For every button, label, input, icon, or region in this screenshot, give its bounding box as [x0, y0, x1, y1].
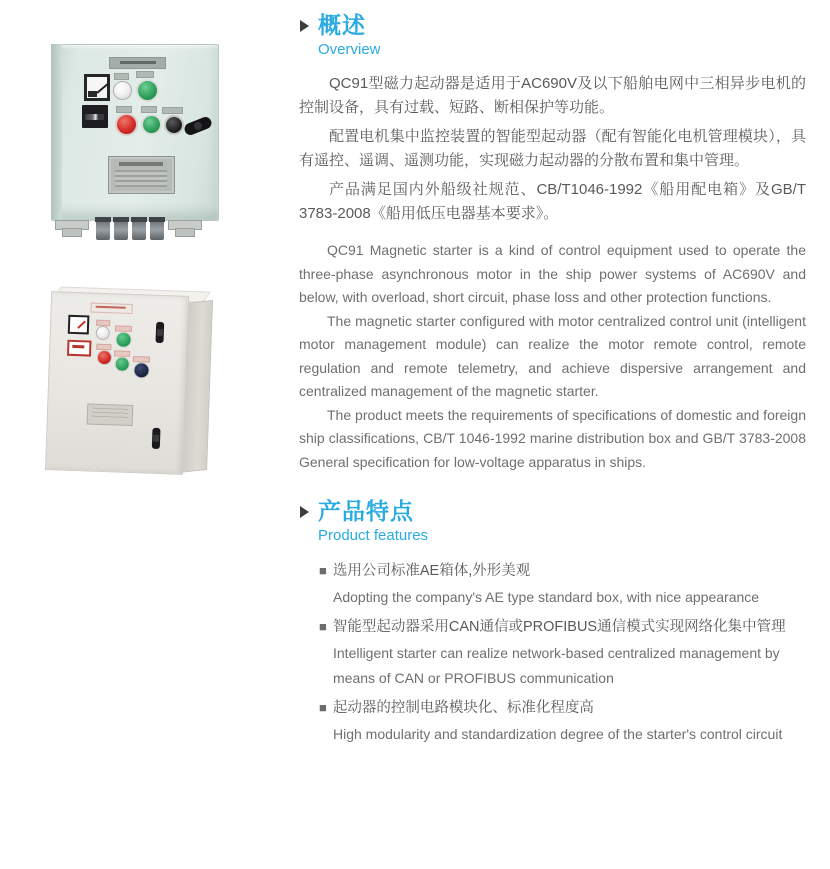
feature-text-en: Intelligent starter can realize network-based centralized management by means of CAN or PROFIBUS communication	[333, 645, 780, 686]
overview-title-en: Overview	[318, 41, 381, 58]
enclosure-angled-group	[41, 284, 223, 486]
feature-text-zh	[299, 614, 806, 640]
square-bullet-icon: ■	[319, 619, 327, 634]
starter-box-angled-photo	[44, 287, 219, 483]
white-indicator-lamp	[113, 81, 132, 100]
button-label-plate	[116, 106, 132, 113]
panel-title-plate	[109, 57, 166, 69]
button-label-plate	[136, 71, 154, 78]
features-title-zh: 产品特点	[318, 498, 414, 524]
feature-zh-label: 智能型起动器采用CAN通信或PROFIBUS通信模式实现网络化集中管理	[332, 619, 786, 635]
overview-paragraph-zh: QC91型磁力起动器是适用于AC690V及以下船舶电网中三相异步电机的控制设备，具有过载、短路、断相保护等功能。	[299, 75, 806, 116]
ammeter	[84, 74, 110, 101]
panel-title-plate	[91, 303, 133, 314]
starter-box-front-photo	[51, 44, 217, 244]
button-label-plate	[162, 107, 183, 114]
overview-title-zh: 概述	[318, 12, 366, 38]
overview-paragraph-zh: 产品满足国内外船级社规范、CB/T1046-1992《船用配电箱》及GB/T 3783-2008《船用低压电器基本要求》。	[299, 181, 806, 222]
feature-text-en: Adopting the company's AE type standard box, with nice appearance	[333, 589, 760, 605]
overview-english-block	[299, 239, 806, 474]
enclosure-front-face	[45, 291, 189, 475]
cable-gland	[96, 217, 110, 240]
features-section-header	[299, 498, 806, 546]
feature-zh-label: 选用公司标准AE箱体,外形美观	[332, 563, 531, 579]
square-bullet-icon: ■	[319, 700, 327, 715]
lamp-label-plate	[114, 73, 129, 80]
indicator-display	[67, 340, 92, 357]
nameplate	[108, 156, 175, 194]
cable-gland	[150, 217, 164, 240]
overview-paragraph-en: QC91 Magnetic starter is a kind of control equipment used to operate the three-phase asynchronous motor in the ship power systems of AC690V and below, with overload, short circuit, phase loss and other protection functions.	[299, 242, 806, 305]
door-latch	[152, 428, 161, 449]
cable-gland	[114, 217, 128, 240]
feature-text-zh	[299, 558, 806, 584]
features-title-en: Product features	[318, 527, 429, 544]
ammeter	[68, 315, 90, 335]
section-arrow-icon	[300, 20, 309, 32]
breaker-switch	[82, 105, 108, 128]
square-bullet-icon: ■	[319, 563, 327, 578]
overview-section-header	[299, 12, 806, 60]
page-content	[299, 12, 806, 751]
mounting-foot	[168, 220, 202, 230]
nameplate	[87, 403, 134, 426]
green-start-button	[136, 79, 159, 102]
overview-paragraph-en: The magnetic starter configured with motor centralized control unit (intelligent motor management module) can realize the motor remote control, remote regulation and remote telemetry, and achieve dispersive arrangement and centralized management of the magnetic starter.	[299, 312, 806, 399]
feature-text-en: High modularity and standardization degree of the starter's control circuit	[333, 726, 783, 742]
cable-gland	[132, 217, 146, 240]
green-button	[141, 114, 162, 135]
mounting-foot	[55, 220, 89, 230]
feature-zh-label: 起动器的控制电路模块化、标准化程度高	[332, 700, 594, 716]
overview-paragraph-zh: 配置电机集中监控装置的智能型起动器（配有智能化电机管理模块），具有遥控、遥调、遥测功能，实现磁力起动器的分散布置和集中管理。	[299, 128, 806, 169]
enclosure-left-edge	[51, 44, 62, 219]
feature-item	[299, 695, 806, 747]
features-section	[299, 498, 806, 747]
feature-text-zh	[299, 695, 806, 721]
feature-item	[299, 558, 806, 610]
red-stop-button	[115, 113, 138, 136]
black-button	[164, 115, 184, 135]
door-latch	[155, 322, 164, 343]
feature-item	[299, 614, 806, 691]
overview-paragraph-en: The product meets the requirements of specifications of domestic and foreign ship classifications, CB/T 1046-1992 marine distribution box and GB/T 3783-2008 General specification for low-voltage apparatus in ships.	[299, 406, 806, 470]
section-arrow-icon	[300, 506, 309, 518]
button-label-plate	[141, 106, 157, 113]
